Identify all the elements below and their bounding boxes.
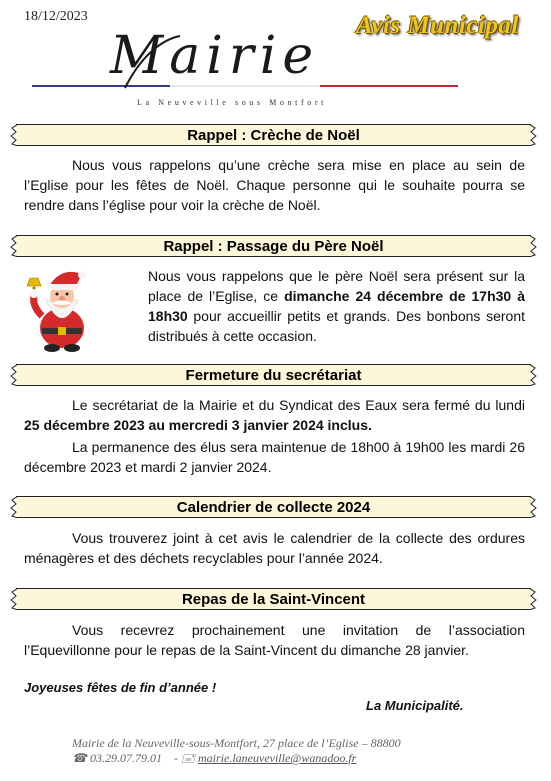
fermeture-dates: 25 décembre 2023 au mercredi 3 janvier 2024 inclus. <box>24 417 372 433</box>
mail-icon: 🖃 <box>180 751 195 765</box>
section-title: Repas de la Saint-Vincent <box>181 590 366 608</box>
section-header-saint-vincent <box>16 588 531 610</box>
phone-icon: ☎ <box>72 751 87 765</box>
avis-municipal-badge: Avis Municipal <box>356 12 519 39</box>
section-text-secretariat-2: La permanence des élus sera maintenue de 18h00 à 19h00 les mardi 26 décembre 2023 et mardi 2 janvier 2024. <box>24 439 525 475</box>
section-title: Fermeture du secrétariat <box>185 366 362 384</box>
section-header-calendrier <box>16 496 531 518</box>
section-title: Calendrier de collecte 2024 <box>176 498 371 516</box>
section-text-secretariat-1: Le secrétariat de la Mairie et du Syndicat des Eaux sera fermé du lundi 25 décembre 2023 au mercredi 3 janvier 2024 inclus. <box>24 397 525 433</box>
section-text-calendrier: Vous trouverez joint à cet avis le calendrier de la collecte des ordures ménagères et des déchets recyclables pour l’année 2024. <box>24 530 525 566</box>
closing-signature: La Municipalité. <box>366 698 464 713</box>
footer-separator: - <box>173 751 178 765</box>
pere-noel-date: dimanche 24 décembre de 17h30 à 18h30 <box>148 288 525 324</box>
closing-greeting: Joyeuses fêtes de fin d’année ! <box>24 680 217 695</box>
footer-phone: 03.29.07.79.01 <box>89 751 162 765</box>
section-title: Rappel : Passage du Père Noël <box>163 237 384 255</box>
mairie-subtitle: La Neuveville sous Montfort <box>137 98 327 107</box>
mairie-title: Mairie <box>110 26 320 86</box>
section-text-creche: Nous vous rappelons qu’une crèche sera mise en place au sein de l’Eglise pour les fêtes de Noël. Chaque personne qui le souhaite pourra se rendre dans l’église pour voir la crèche de Noël. <box>24 157 525 213</box>
section-text-pere-noel: Nous vous rappelons que le père Noël sera présent sur la place de l’Eglise, ce dimanche 24 décembre de 17h30 à 18h30 pour accueillir petits et grands. Des bonbons seront distribués à cette occasion. <box>148 268 525 344</box>
footer-address: Mairie de la Neuveville-sous-Montfort, 27 place de l’Eglise – 88800 <box>72 736 401 750</box>
footer <box>72 736 401 766</box>
footer-email-link[interactable]: mairie.laneuveville@wanadoo.fr <box>198 751 357 765</box>
document-date: 18/12/2023 <box>24 9 88 24</box>
section-header-secretariat <box>16 364 531 386</box>
section-header-pere-noel <box>16 235 531 257</box>
footer-contact <box>72 751 401 766</box>
section-text-saint-vincent: Vous recevrez prochainement une invitation de l’association l’Equevillonne pour le repas de la Saint-Vincent du dimanche 28 janvier. <box>24 622 525 658</box>
section-title: Rappel : Crèche de Noël <box>187 126 360 144</box>
section-header-creche <box>16 124 531 146</box>
